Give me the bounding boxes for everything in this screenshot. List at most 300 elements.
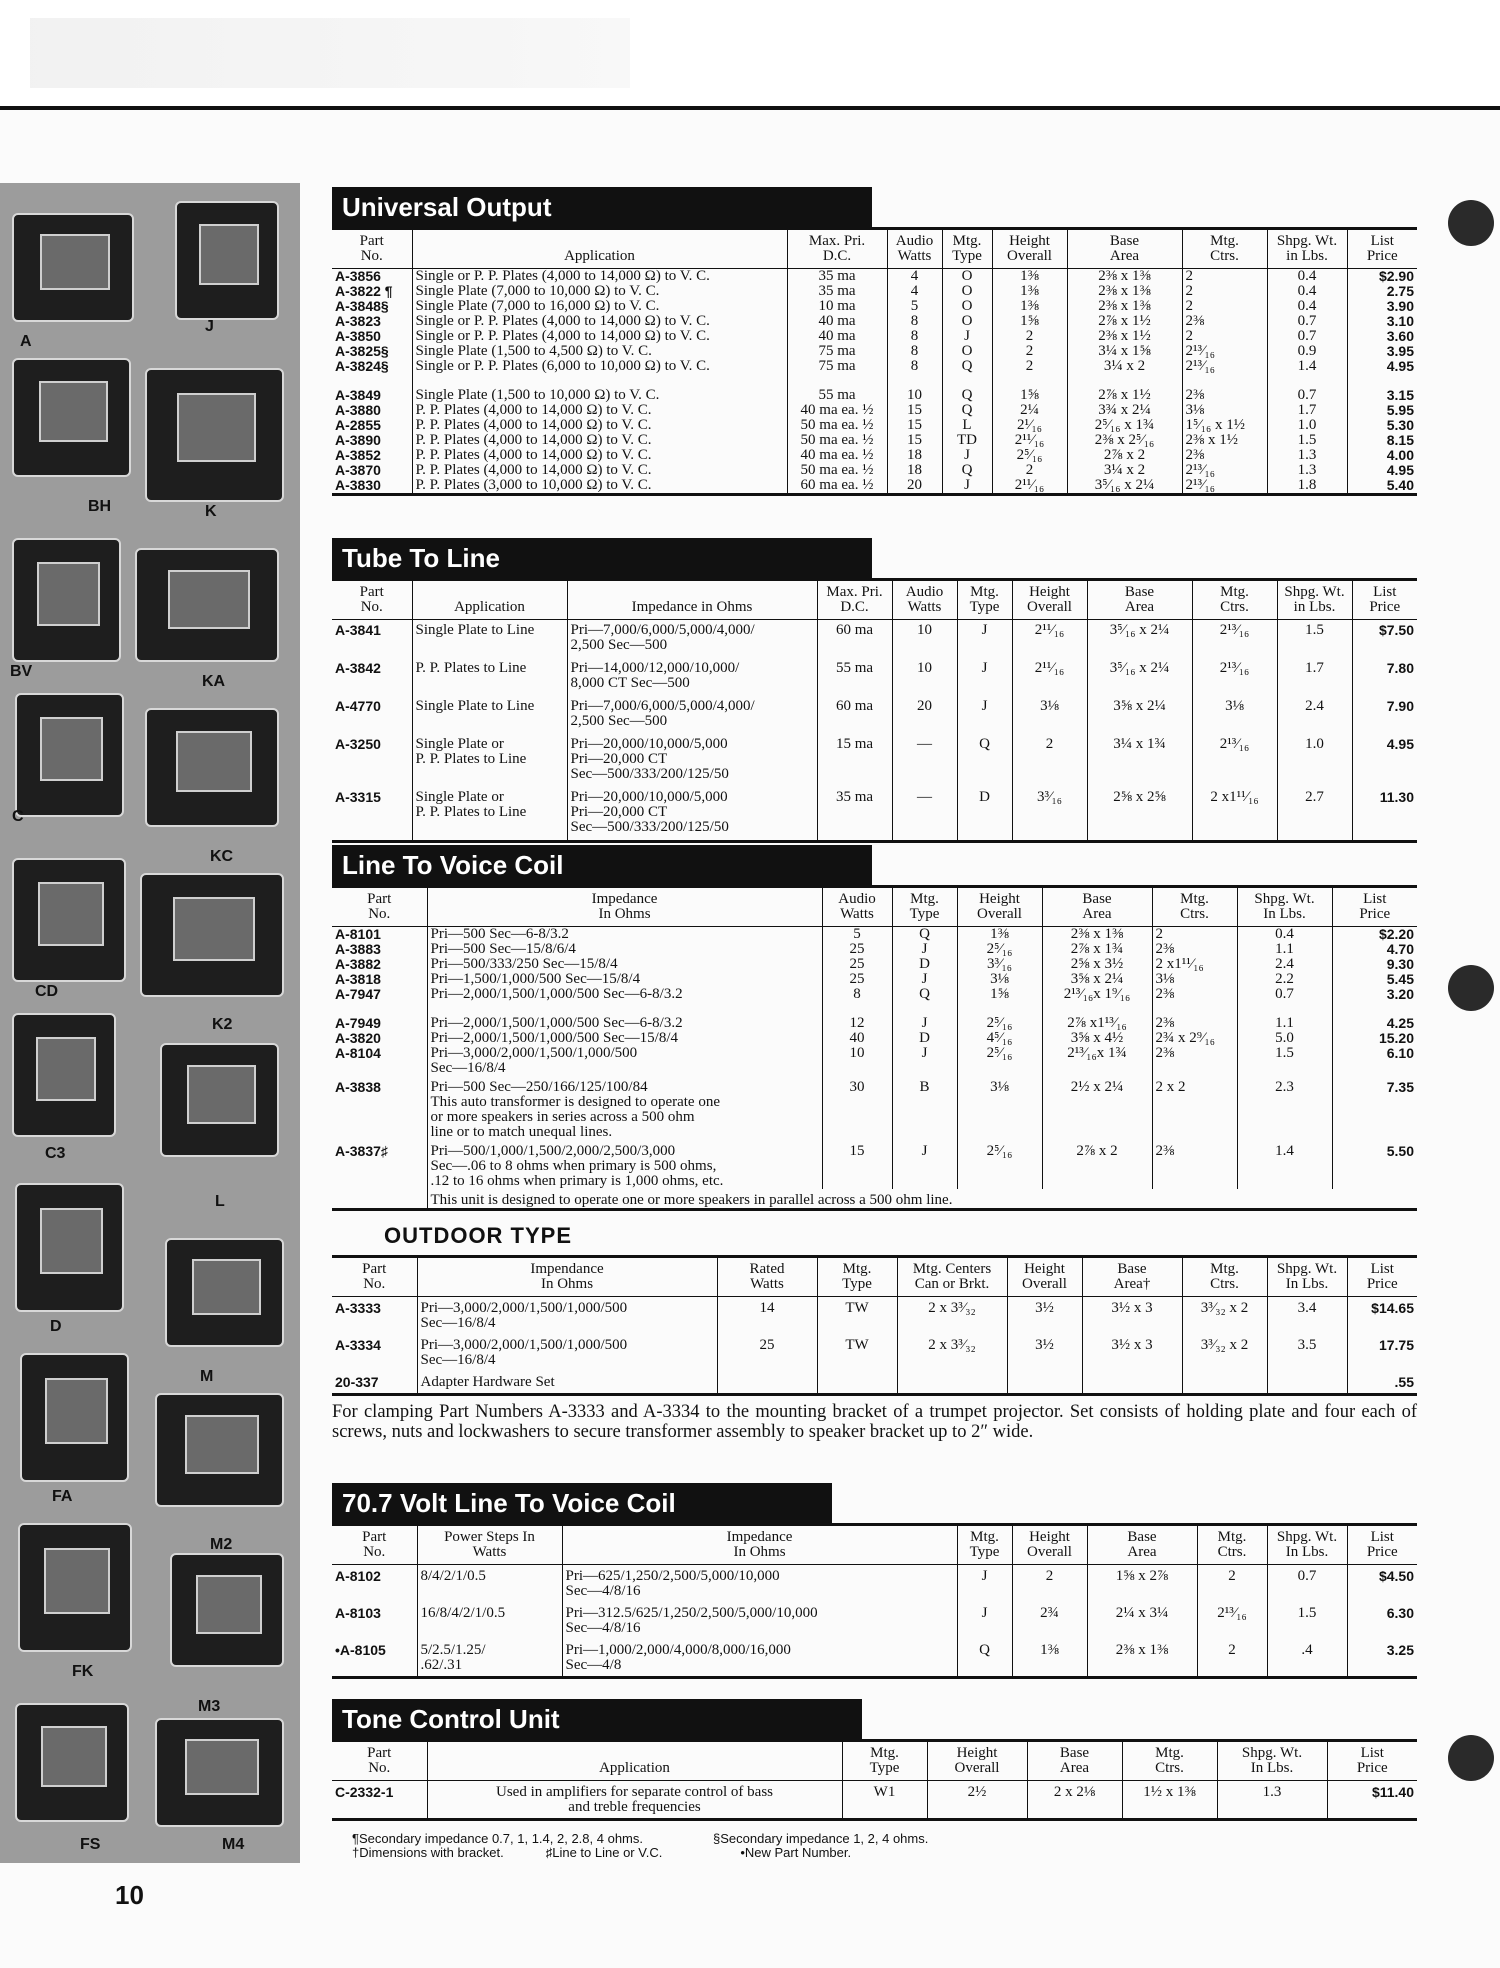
part-number-cell: A-8104 [335,1045,381,1061]
spec-cell: 2⅞ x 2 [1067,448,1182,463]
tone-control-header: Application [427,1741,842,1781]
spec-cell: Pri—500/1,000/1,500/2,000/2,500/3,000 Sec—.06 to 8 ohms when primary is 500 ohms, .12 to 16 ohms when primary is 1,000 ohms, etc. [427,1140,822,1189]
part-number-cell: A-8101 [335,926,381,942]
spec-cell: Pri—1,500/1,000/500 Sec—15/8/4 [427,972,822,987]
spec-cell: 50 ma ea. ½ [787,418,887,433]
table-row [332,329,1417,344]
line-to-voice-coil-header: Audio Watts [822,887,892,927]
spec-cell: Single Plate (1,500 to 4,500 Ω) to V. C. [412,344,787,359]
table-row [332,1565,1417,1603]
volt-line-header: Mtg. Ctrs. [1197,1525,1267,1565]
spec-cell: 1.1 [1237,1016,1332,1031]
list-price-cell: 8.15 [1347,433,1417,448]
list-price-cell: 6.30 [1347,1602,1417,1639]
table-row [332,787,1417,842]
spec-cell: L [942,418,992,433]
line-to-voice-coil-header: Shpg. Wt. In Lbs. [1237,887,1332,927]
list-price-cell: 9.30 [1332,957,1417,972]
gap-cell [412,374,787,388]
tone-control-title: Tone Control Unit [332,1699,862,1739]
spec-cell: Q [942,359,992,374]
transformer-photo-d [15,1183,124,1312]
spec-cell: Pri—1,000/2,000/4,000/8,000/16,000 Sec—4/8 [562,1639,957,1678]
gap-cell [1042,1002,1152,1016]
gap-cell [822,1002,892,1016]
list-price-cell: 4.00 [1347,448,1417,463]
spec-cell: 2⅝ x 3½ [1042,957,1152,972]
spec-cell: 3³⁄₃₂ x 2 [1182,1334,1267,1371]
spec-cell: Q [942,463,992,478]
spec-cell: Pri—7,000/6,000/5,000/4,000/ 2,500 Sec—500 [567,620,817,659]
spec-cell: 3⅛ [957,1076,1042,1140]
spec-cell: Pri—312.5/625/1,250/2,500/5,000/10,000 Sec—4/8/16 [562,1602,957,1639]
spec-cell: P. P. Plates (4,000 to 14,000 Ω) to V. C. [412,463,787,478]
spec-cell: 10 ma [787,299,887,314]
volt-line-header: Power Steps In Watts [417,1525,562,1565]
spec-cell: 2¾ [1012,1602,1087,1639]
spec-cell: 2⁵⁄₁₆ [957,1140,1042,1189]
volt-line-header: Mtg. Type [957,1525,1012,1565]
photo-label-m4: M4 [222,1836,245,1853]
spec-cell [1267,1371,1347,1395]
list-price-cell: 7.35 [1332,1076,1417,1140]
list-price-cell: 4.25 [1332,1016,1417,1031]
spec-cell: 15 [887,418,942,433]
spec-cell: 40 ma ea. ½ [787,448,887,463]
spec-cell: 12 [822,1016,892,1031]
spec-cell: 1.3 [1267,448,1347,463]
spec-cell: 1⁵⁄₁₆ x 1½ [1182,418,1267,433]
part-number-cell: A-8103 [335,1605,381,1621]
spec-cell: 25 [717,1334,817,1371]
spec-cell: 40 ma [787,329,887,344]
spec-cell: 3⅛ [1182,403,1267,418]
gap-cell [332,374,412,388]
spec-cell: D [892,1031,957,1046]
line-to-voice-coil-header: Part No. [367,891,392,922]
tube-to-line-title: Tube To Line [332,538,872,578]
spec-cell: 2 [1152,927,1237,943]
list-price-cell: 3.95 [1347,344,1417,359]
spec-cell: 2.4 [1277,696,1352,734]
list-price-cell: $7.50 [1352,620,1417,659]
part-number-cell: A-3838 [335,1079,381,1095]
gap-cell [787,374,887,388]
list-price-cell: 4.95 [1347,359,1417,374]
list-price-cell: $2.90 [1347,269,1417,285]
line-to-voice-coil-header: Mtg. Ctrs. [1152,887,1237,927]
spec-cell: Pri—500 Sec—6-8/3.2 [427,927,822,943]
spec-cell: Pri—3,000/2,000/1,500/1,000/500 Sec—16/8/4 [417,1297,717,1335]
part-number-cell: A-3856 [335,268,381,284]
spec-cell: 3.4 [1267,1297,1347,1335]
transformer-photo-c [15,693,124,817]
line-to-voice-coil-table [332,885,1417,1211]
spec-cell: 15 [822,1140,892,1189]
table-row [332,344,1417,359]
spec-cell: 2¹³⁄₁₆ [1182,478,1267,495]
spec-cell: 5 [887,299,942,314]
spec-cell: J [892,1140,957,1189]
spec-cell: 3¾ x 2¼ [1067,403,1182,418]
spec-cell: 2¹¹⁄₁₆ [992,478,1067,495]
spec-cell: 3⅝ x 2¼ [1042,972,1152,987]
table-row [332,269,1417,285]
spec-cell: 60 ma [817,696,892,734]
spec-cell: 1⅜ [992,299,1067,314]
part-number-cell: A-3882 [335,956,381,972]
line-to-voice-coil-header: Base Area [1042,887,1152,927]
line-to-voice-coil-title: Line To Voice Coil [332,845,872,885]
spec-cell: 35 ma [817,787,892,842]
photo-label-fa: FA [52,1488,73,1505]
spec-cell: 25 [822,972,892,987]
product-photo-sidebar [0,183,300,1863]
spec-cell [1182,1371,1267,1395]
spec-cell: 2⅞ x 1¾ [1042,942,1152,957]
gap-cell [1347,374,1417,388]
part-number-cell: A-3830 [335,477,381,493]
tube-to-line-table [332,578,1417,843]
spec-cell: 10 [892,658,957,696]
table-row [332,463,1417,478]
list-price-cell: 3.15 [1347,388,1417,403]
table-row [332,388,1417,403]
tube-to-line-header: Mtg. Type [957,580,1012,620]
spec-cell: 2¹³⁄₁₆ [1182,359,1267,374]
spec-cell: TD [942,433,992,448]
spec-cell: 75 ma [787,344,887,359]
spec-cell: 2.7 [1277,787,1352,842]
table-row [332,1031,1417,1046]
spec-cell: 1⅝ [992,388,1067,403]
spec-cell: 2⁵⁄₁₆ [957,1016,1042,1031]
volt-line-header: Shpg. Wt. In Lbs. [1267,1525,1347,1565]
tone-control-header: Height Overall [927,1741,1027,1781]
tone-control-header: Base Area [1027,1741,1122,1781]
spec-cell: 0.7 [1267,1565,1347,1603]
spec-cell: J [957,1602,1012,1639]
spec-cell: 2 [992,359,1067,374]
table-note-row [332,1189,1417,1210]
spec-cell: Used in amplifiers for separate control of bass and treble frequencies [427,1781,842,1820]
spec-cell: 2⅜ x 1½ [1067,329,1182,344]
spec-cell: 2⁵⁄₁₆ [992,448,1067,463]
spec-cell: 3½ x 3 [1082,1297,1182,1335]
footnote-secondary-impedance-b: §Secondary impedance 1, 2, 4 ohms. [713,1831,929,1846]
spec-cell: 2⅞ x 1½ [1067,314,1182,329]
outdoor-type-header: Base Area† [1082,1257,1182,1297]
spec-cell: 2.3 [1237,1076,1332,1140]
spec-cell: Pri—14,000/12,000/10,000/ 8,000 CT Sec—500 [567,658,817,696]
spec-cell: TW [817,1334,897,1371]
spec-cell [897,1371,1007,1395]
spec-cell: 2⅞ x 2 [1042,1140,1152,1189]
table-row [332,418,1417,433]
photo-label-bh: BH [88,498,112,515]
spec-cell: 1.5 [1277,620,1352,659]
spec-cell: 1⅜ [1012,1639,1087,1678]
transformer-photo-k2 [140,873,284,997]
list-price-cell: 5.50 [1332,1140,1417,1189]
spec-cell: 3⅛ [1152,972,1237,987]
universal-output-header: Shpg. Wt. in Lbs. [1267,229,1347,269]
list-price-cell: 3.25 [1347,1639,1417,1678]
gap-cell [957,1002,1042,1016]
volt-line-header: Impedance In Ohms [562,1525,957,1565]
spec-cell: 2⅜ [1152,1016,1237,1031]
spec-cell: 2¹³⁄₁₆x 1¾ [1042,1046,1152,1076]
spec-cell: 2⅜ x 1⅜ [1067,269,1182,285]
outdoor-type-header: Shpg. Wt. In Lbs. [1267,1257,1347,1297]
part-number-cell: A-3870 [335,462,381,478]
part-number-cell: A-7947 [335,986,381,1002]
spec-cell: P. P. Plates to Line [412,658,567,696]
spec-cell: D [892,957,957,972]
transformer-photo-j [175,201,279,320]
spec-cell: P. P. Plates (4,000 to 14,000 Ω) to V. C. [412,418,787,433]
tube-to-line-section [332,538,1417,843]
spec-cell: 35 ma [787,284,887,299]
photo-label-j: J [205,318,214,335]
list-price-cell: $4.50 [1347,1565,1417,1603]
tone-control-table [332,1739,1417,1821]
list-price-cell: $14.65 [1347,1297,1417,1335]
transformer-photo-fa [20,1353,129,1482]
spec-cell: 2¹³⁄₁₆ [1192,620,1277,659]
gap-cell [887,374,942,388]
table-row [332,1140,1417,1189]
spec-cell: 1.7 [1277,658,1352,696]
outdoor-type-header: Mtg. Type [817,1257,897,1297]
outdoor-type-header: List Price [1347,1257,1417,1297]
spec-cell: Pri—500 Sec—15/8/6/4 [427,942,822,957]
spec-cell: 0.4 [1267,299,1347,314]
list-price-cell: 17.75 [1347,1334,1417,1371]
spec-cell: Pri—7,000/6,000/5,000/4,000/ 2,500 Sec—500 [567,696,817,734]
spec-cell: 2¼ x 3¼ [1087,1602,1197,1639]
spec-cell: 2¹¹⁄₁₆ [992,433,1067,448]
spec-cell: 1.1 [1237,942,1332,957]
gap-cell [942,374,992,388]
spec-cell: 2 [1182,284,1267,299]
spec-cell: 2⅜ [1182,314,1267,329]
list-price-cell: 11.30 [1352,787,1417,842]
spec-cell: Adapter Hardware Set [417,1371,717,1395]
spec-cell: 2½ x 2¼ [1042,1076,1152,1140]
spec-cell: 3⁵⁄₁₆ x 2¼ [1087,620,1192,659]
spec-cell: Q [892,927,957,943]
spec-cell: 2⅜ [1152,1140,1237,1189]
part-number-cell: A-3825§ [335,343,389,359]
spec-cell [1007,1371,1082,1395]
spec-cell: 3⅛ [1192,696,1277,734]
table-row [332,1781,1417,1820]
line-to-voice-coil-header: List Price [1332,887,1417,927]
transformer-photo-c3 [12,1013,116,1137]
spec-cell: 2 x1¹¹⁄₁₆ [1192,787,1277,842]
part-number-cell: A-3333 [335,1300,381,1316]
spec-cell: 10 [887,388,942,403]
spec-cell: D [957,787,1012,842]
spec-cell: Single or P. P. Plates (6,000 to 10,000 Ω) to V. C. [412,359,787,374]
spec-cell: 0.7 [1267,314,1347,329]
spec-cell: J [942,448,992,463]
spec-cell: 2 [1012,734,1087,787]
list-price-cell: 5.95 [1347,403,1417,418]
spec-cell: 0.7 [1267,329,1347,344]
transformer-photo-ka [135,548,279,662]
outdoor-type-header: Part No. [362,1261,387,1292]
spec-cell: P. P. Plates (4,000 to 14,000 Ω) to V. C. [412,403,787,418]
spec-cell: 1.7 [1267,403,1347,418]
spec-cell: Single Plate or P. P. Plates to Line [412,787,567,842]
spec-cell: J [942,329,992,344]
spec-cell: 2¹³⁄₁₆ [1182,463,1267,478]
tube-to-line-header: Application [412,580,567,620]
part-number-cell: A-3850 [335,328,381,344]
spec-cell: 2⅜ [1182,388,1267,403]
spec-cell: Pri—500/333/250 Sec—15/8/4 [427,957,822,972]
transformer-photo-k [145,368,284,502]
table-row [332,359,1417,374]
spec-cell: O [942,284,992,299]
list-price-cell: 5.30 [1347,418,1417,433]
spec-cell: 2⅝ x 2⅝ [1087,787,1192,842]
tone-control-header: Part No. [367,1745,392,1776]
spec-cell: 20 [887,478,942,495]
spec-cell: 2⅜ x 1⅜ [1067,284,1182,299]
spec-cell: 2⅜ [1152,987,1237,1002]
gap-cell [1332,1002,1417,1016]
tube-to-line-header: Max. Pri. D.C. [817,580,892,620]
spec-cell: J [957,658,1012,696]
table-row [332,284,1417,299]
spec-cell: Single Plate (1,500 to 10,000 Ω) to V. C. [412,388,787,403]
spec-cell: 5 [822,927,892,943]
spec-cell: 18 [887,463,942,478]
table-row [332,299,1417,314]
table-row [332,734,1417,787]
spec-cell: 2¾ x 2⁹⁄₁₆ [1152,1031,1237,1046]
spec-cell: — [892,787,957,842]
gap-cell [1267,374,1347,388]
binder-hole-top [1448,200,1494,246]
list-price-cell: $2.20 [1332,927,1417,943]
spec-cell: 18 [887,448,942,463]
spec-cell: 2 x 3³⁄₃₂ [897,1334,1007,1371]
spec-cell: 1.5 [1267,1602,1347,1639]
photo-label-ka: KA [202,673,226,690]
table-row [332,1297,1417,1335]
spec-cell: 4⁵⁄₁₆ [957,1031,1042,1046]
spec-cell: 40 [822,1031,892,1046]
spec-cell: 5.0 [1237,1031,1332,1046]
transformer-photo-a [12,213,134,322]
spec-cell: 0.7 [1267,388,1347,403]
table-row [332,942,1417,957]
spec-cell: 2⅜ x 1½ [1182,433,1267,448]
list-price-cell: .55 [1347,1371,1417,1395]
photo-label-kc: KC [210,848,234,865]
tube-to-line-header: Audio Watts [892,580,957,620]
spec-cell: 2 x 3³⁄₃₂ [897,1297,1007,1335]
list-price-cell: 4.95 [1347,463,1417,478]
photo-label-fs: FS [80,1836,101,1853]
spec-cell: 2¹³⁄₁₆x 1⁹⁄₁₆ [1042,987,1152,1002]
spec-cell: P. P. Plates (3,000 to 10,000 Ω) to V. C. [412,478,787,495]
spec-cell: 4 [887,269,942,285]
part-number-cell: A-3823 [335,313,381,329]
list-price-cell: 2.75 [1347,284,1417,299]
spec-cell: 75 ma [787,359,887,374]
spec-cell: 15 ma [817,734,892,787]
transformer-photo-m [165,1238,284,1347]
spec-cell: 2 [1197,1639,1267,1678]
spec-cell: 3½ x 3 [1082,1334,1182,1371]
universal-output-table [332,227,1417,496]
spec-cell: 2.2 [1237,972,1332,987]
faded-header-banner [30,18,630,88]
spec-cell: Pri—500 Sec—250/166/125/100/84 This auto transformer is designed to operate one or more speakers in series across a 500 ohm line or to match unequal lines. [427,1076,822,1140]
spec-cell: 8 [887,329,942,344]
spec-cell: P. P. Plates (4,000 to 14,000 Ω) to V. C. [412,433,787,448]
spec-cell: 2⅜ x 1⅜ [1042,927,1152,943]
universal-output-section [332,187,1417,496]
spec-cell: J [892,1016,957,1031]
part-number-cell: A-3880 [335,402,381,418]
universal-output-header: Height Overall [992,229,1067,269]
spec-cell: 3½ [1007,1334,1082,1371]
spec-cell: 8 [887,314,942,329]
part-number-cell: A-3837♯ [335,1143,388,1159]
list-price-cell: 4.70 [1332,942,1417,957]
spec-cell: 2¹¹⁄₁₆ [1012,620,1087,659]
footnote-new-part: •New Part Number. [740,1845,852,1860]
line-to-voice-coil-header: Impedance In Ohms [427,887,822,927]
gap-cell [1152,1002,1237,1016]
tube-to-line-header: Mtg. Ctrs. [1192,580,1277,620]
spec-cell: 3⅝ x 2¼ [1087,696,1192,734]
spec-cell: 1.4 [1267,359,1347,374]
spec-cell: 3³⁄₃₂ x 2 [1182,1297,1267,1335]
spec-cell: 1⅜ [992,269,1067,285]
volt-line-header: Base Area [1087,1525,1197,1565]
spec-cell: 3.5 [1267,1334,1347,1371]
spec-cell: Q [942,403,992,418]
transformer-photo-fk [18,1523,132,1652]
table-row [332,1016,1417,1031]
universal-output-header: Mtg. Ctrs. [1182,229,1267,269]
list-price-cell: $11.40 [1327,1781,1417,1820]
spec-cell: 0.4 [1237,927,1332,943]
tube-to-line-header: Height Overall [1012,580,1087,620]
spec-cell: 2⅜ [1152,942,1237,957]
table-row [332,448,1417,463]
spec-cell: Pri—2,000/1,500/1,000/500 Sec—6-8/3.2 [427,987,822,1002]
spec-cell: B [892,1076,957,1140]
adapter-description: For clamping Part Numbers A-3333 and A-3334 to the mounting bracket of a trumpet projector. Set consists of holding plate and four each of screws, nuts and lockwashers to secure transformer assembly to speaker bracket up to 2″ wide. [332,1402,1417,1442]
spec-cell: 3¼ x 2 [1067,463,1182,478]
part-number-cell: A-3824§ [335,358,389,374]
spec-cell: Single Plate (7,000 to 16,000 Ω) to V. C. [412,299,787,314]
spec-cell: J [892,942,957,957]
spec-cell: Pri—20,000/10,000/5,000 Pri—20,000 CT Sec—500/333/200/125/50 [567,734,817,787]
part-number-cell: A-3315 [335,789,381,805]
gap-cell [427,1002,822,1016]
note-spacer [332,1189,427,1210]
spec-cell: 2 [1012,1565,1087,1603]
